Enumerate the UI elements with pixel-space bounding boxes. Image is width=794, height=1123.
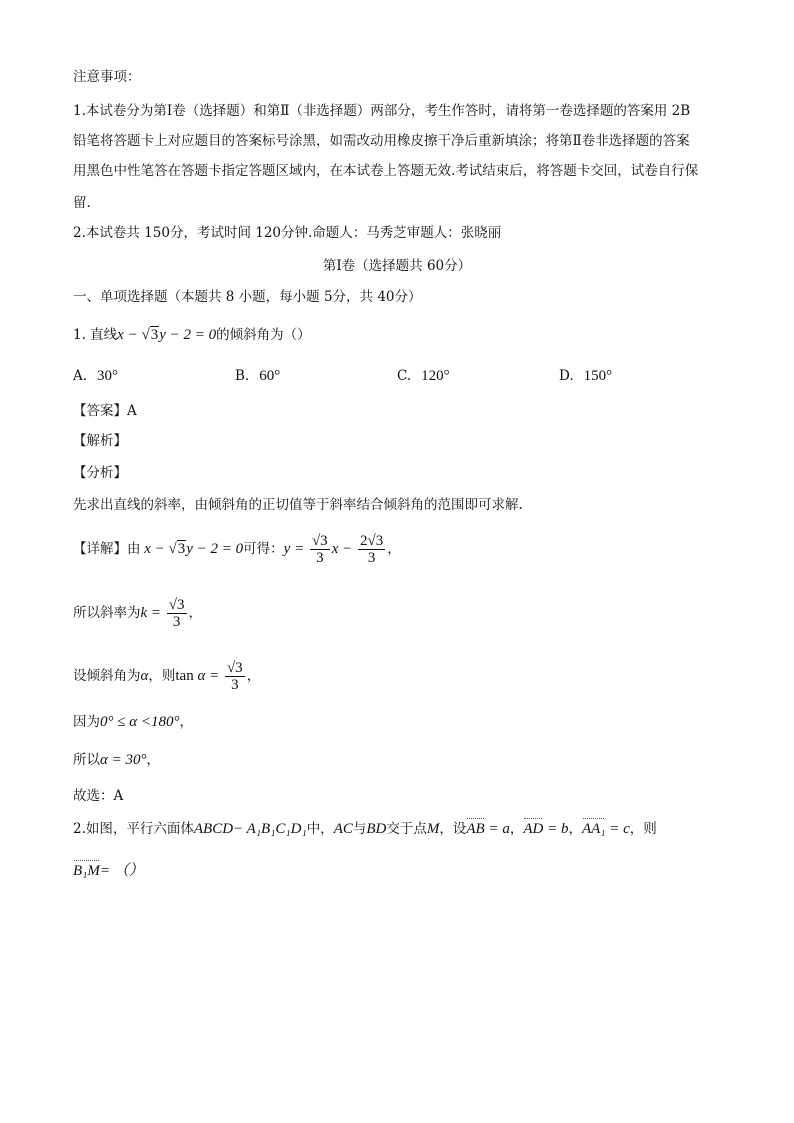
detail-equation: x − √3y − 2 = 0 <box>140 541 244 557</box>
result-pre: 所以 <box>73 752 100 768</box>
option-label: A. <box>73 368 88 384</box>
part-heading: 一、单项选择题（本题共 8 小题，每小题 5分，共 40分） <box>73 289 422 305</box>
q2-vec-aa1: AA₁ <box>581 821 606 837</box>
q2-val-a: a <box>502 821 510 837</box>
option-value: 150° <box>583 368 613 384</box>
notes-item1-line3: 用黑色中性笔答在答题卡指定答题区域内，在本试卷上答题无效.考试结束后，将答题卡交回，试卷自行保 <box>73 163 699 179</box>
detail-mid: 可得： <box>243 541 284 557</box>
detail-pre: 由 <box>127 541 141 557</box>
alpha-symbol: α <box>140 668 149 684</box>
option-label: C. <box>397 368 412 384</box>
slope-pre: 所以斜率为 <box>73 605 141 621</box>
range-pre: 因为 <box>73 714 100 730</box>
q1-option-a <box>73 367 118 385</box>
q1-range-line: 因为0° ≤ α <180°， <box>73 714 193 730</box>
q2-ac: AC <box>333 821 353 837</box>
q2-text-g: 交于点 <box>386 821 427 837</box>
result-expr: α = 30° <box>100 752 147 768</box>
question-1-stem <box>73 326 311 344</box>
q2-point-m: M <box>426 821 440 837</box>
answer-tag: 【答案】 <box>73 403 127 419</box>
q2-text-c: 中， <box>306 821 334 837</box>
option-label: B. <box>235 368 250 384</box>
q2-text-i: ，设 <box>439 821 467 837</box>
q2-val-c: c <box>623 821 630 837</box>
option-value: 60° <box>259 368 281 384</box>
range-expr: 0° ≤ α <180° <box>100 714 180 730</box>
q1-option-c <box>397 367 450 385</box>
q1-analysis-tag: 【解析】 <box>73 433 127 449</box>
section-heading: 第Ⅰ卷（选择题共 60分） <box>322 258 472 274</box>
q2-val-b: b <box>560 821 569 837</box>
angle-pre: 设倾斜角为 <box>73 668 141 684</box>
answer-value: A <box>127 403 137 419</box>
q2-vec-b1m: B₁M <box>73 863 100 879</box>
question-2-line2 <box>73 862 144 880</box>
notes-item1-line1: 1.本试卷分为第Ⅰ卷（选择题）和第Ⅱ（非选择题）两部分，考生作答时，请将第一卷选择题的答案用 2B <box>73 103 691 119</box>
notes-item1-line2: 铅笔将答题卡上对应题目的答案标号涂黑，如需改动用橡皮擦干净后重新填涂；将第Ⅱ卷非选择题的答案 <box>73 133 690 149</box>
q1-answer <box>73 402 137 420</box>
q1-detail-line: 【详解】由 x − √3y − 2 = 0可得：y = $\frac{√3}{3}$ x − $\frac{2√3}{3}$ ， <box>73 533 401 567</box>
detail-tag: 【详解】 <box>73 541 127 557</box>
option-label: D. <box>559 368 574 384</box>
q1-option-d <box>559 367 612 385</box>
q2-text-j: ，则 <box>629 821 657 837</box>
q1-slope-line: 所以斜率为k = $\frac{√3}{3}$ ， <box>73 597 203 631</box>
notes-item2: 2.本试卷共 150分，考试时间 120分钟.命题人：马秀芝审题人：张晓丽 <box>73 225 502 241</box>
notes-title: 注意事项： <box>73 69 141 85</box>
option-value: 120° <box>421 368 450 384</box>
slope-expr: k = $\frac{√3}{3}$ <box>140 597 185 631</box>
q1-option-b <box>235 367 280 385</box>
q1-choice: 故选：A <box>73 788 124 804</box>
q2-text-a: 2.如图，平行六面体 <box>73 821 194 837</box>
q1-result-line: 所以α = 30°， <box>73 752 160 768</box>
q2-text-e: 与 <box>352 821 367 837</box>
q2-vec-ab: AB <box>466 821 485 837</box>
question-2-line1: 2.如图，平行六面体ABCD− A₁B₁C₁D₁中，AC与BD交于点M，设AB = a，AD = b，AA₁ = c，则 <box>73 821 657 837</box>
q2-tail: = （） <box>99 863 144 879</box>
q1-fenxi-tag: 【分析】 <box>73 465 127 481</box>
detail-line-eq: y = $\frac{√3}{3}$ x − $\frac{2√3}{3}$ <box>283 533 384 567</box>
q1-prefix: 1. 直线 <box>73 327 118 343</box>
q1-angle-line: 设倾斜角为α，则tan α = $\frac{√3}{3}$ ， <box>73 660 261 694</box>
option-value: 30° <box>97 368 119 384</box>
q2-vec-ad: AD <box>523 821 544 837</box>
q2-solid: ABCD− A₁B₁C₁D₁ <box>193 821 307 837</box>
q1-suffix: 的倾斜角为（） <box>216 327 311 343</box>
q2-bd: BD <box>366 821 387 837</box>
q1-equation: x − √3y − 2 = 0 <box>117 327 217 343</box>
q1-fenxi-text: 先求出直线的斜率，由倾斜角的正切值等于斜率结合倾斜角的范围即可求解. <box>73 497 523 513</box>
tan-expr: tan α = $\frac{√3}{3}$ <box>175 660 243 694</box>
angle-mid: ，则 <box>148 668 176 684</box>
notes-item1-line4: 留. <box>73 195 91 211</box>
